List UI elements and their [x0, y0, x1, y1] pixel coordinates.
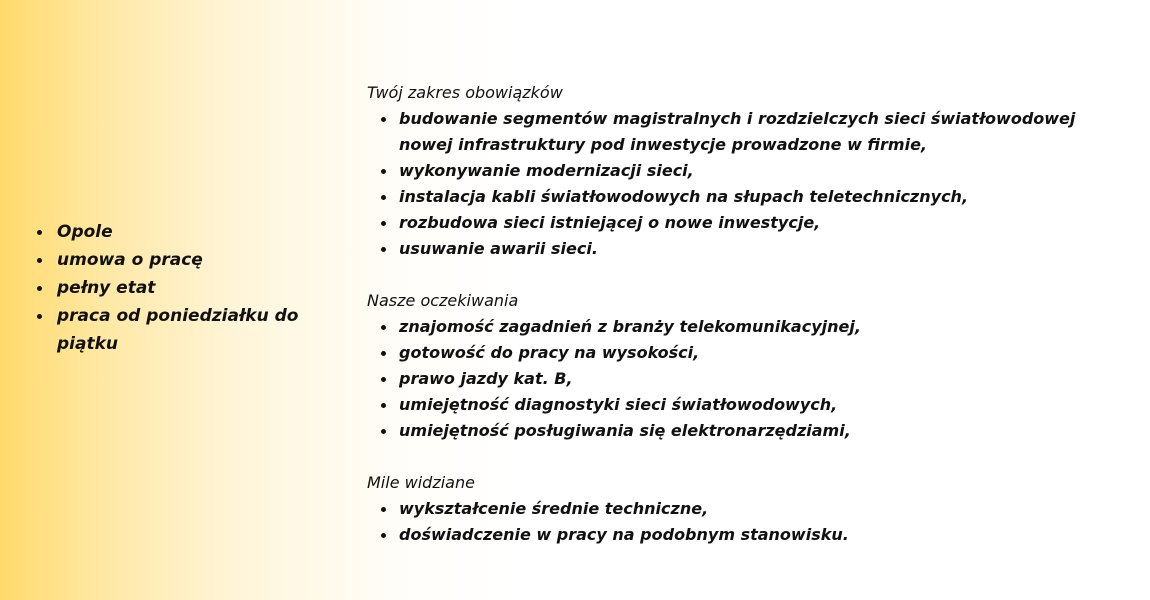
job-summary-panel: [32, 218, 302, 358]
job-summary-list: [32, 218, 302, 358]
nice-to-have-section: [367, 470, 1127, 548]
list-item: wykształcenie średnie techniczne,: [367, 496, 1127, 522]
requirements-list: [367, 314, 1127, 444]
responsibilities-title: Twój zakres obowiązków: [367, 83, 563, 102]
list-item: budowanie segmentów magistralnych i rozdzielczych sieci światłowodowej nowej infrastruktury pod inwestycje prowadzone w firmie,: [367, 106, 1127, 158]
employment-type: pełny etat: [32, 274, 302, 302]
list-item: umiejętność diagnostyki sieci światłowodowych,: [367, 392, 1127, 418]
job-details-panel: [367, 80, 1127, 574]
requirements-title: Nasze oczekiwania: [367, 291, 519, 310]
list-item: usuwanie awarii sieci.: [367, 236, 1127, 262]
nice-to-have-list: [367, 496, 1127, 548]
list-item: wykonywanie modernizacji sieci,: [367, 158, 1127, 184]
list-item: doświadczenie w pracy na podobnym stanowisku.: [367, 522, 1127, 548]
responsibilities-list: [367, 106, 1127, 262]
list-item: umiejętność posługiwania się elektronarzędziami,: [367, 418, 1127, 444]
list-item: prawo jazdy kat. B,: [367, 366, 1127, 392]
list-item: znajomość zagadnień z branży telekomunikacyjnej,: [367, 314, 1127, 340]
contract-type: umowa o pracę: [32, 246, 302, 274]
work-schedule: praca od poniedziałku do piątku: [32, 302, 302, 358]
job-location: Opole: [32, 218, 302, 246]
responsibilities-section: [367, 80, 1127, 262]
requirements-section: [367, 288, 1127, 444]
list-item: gotowość do pracy na wysokości,: [367, 340, 1127, 366]
list-item: rozbudowa sieci istniejącej o nowe inwestycje,: [367, 210, 1127, 236]
nice-to-have-title: Mile widziane: [367, 473, 475, 492]
list-item: instalacja kabli światłowodowych na słupach teletechnicznych,: [367, 184, 1127, 210]
